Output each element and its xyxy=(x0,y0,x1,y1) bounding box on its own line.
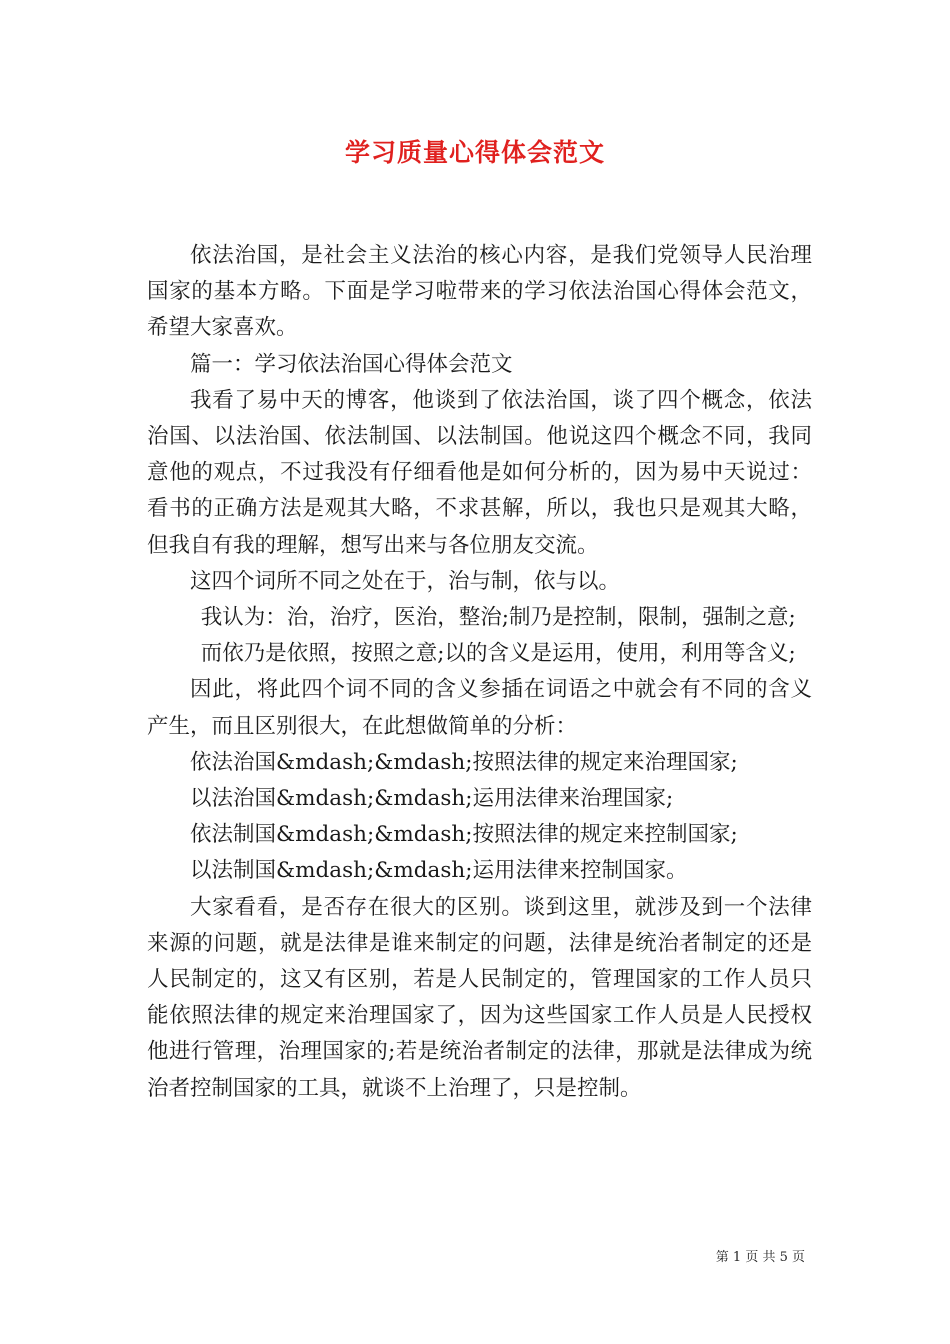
document-body xyxy=(147,238,812,1107)
paragraph: 而依乃是依照，按照之意;以的含义是运用，使用，利用等含义; xyxy=(200,641,796,667)
document-title: 学习质量心得体会范文 xyxy=(344,138,605,167)
definition-line: 依法治国&mdash;&mdash;按照法律的规定来治理国家; xyxy=(190,749,738,775)
definition-line: 依法制国&mdash;&mdash;按照法律的规定来控制国家; xyxy=(190,822,738,848)
page-number: 第 1 页 共 5 页 xyxy=(715,1250,805,1265)
paragraph: 大家看看，是否存在很大的区别。谈到这里，就涉及到一个法律来源的问题，就是法律是谁来制定的问题，法律是统治者制定的还是人民制定的，这又有区别，若是人民制定的，管理国家的工作人员只能依照法律的规定来治理国家了，因为这些国家工作人员是人民授权他进行管理，治理国家的;若是统治者制定的法律，那就是法律成为统治者控制国家的工具，就谈不上治理了，只是控制。 xyxy=(147,894,812,1101)
paragraph: 我认为：治，治疗，医治，整治;制乃是控制，限制，强制之意; xyxy=(200,605,796,631)
definition-line: 以法治国&mdash;&mdash;运用法律来治理国家; xyxy=(190,786,674,812)
paragraph: 这四个词所不同之处在于，治与制，依与以。 xyxy=(190,568,621,594)
paragraph: 因此，将此四个词不同的含义参插在词语之中就会有不同的含义产生，而且区别很大，在此想做简单的分析： xyxy=(147,677,812,739)
paragraph-intro: 依法治国，是社会主义法治的核心内容，是我们党领导人民治理国家的基本方略。下面是学习啦带来的学习依法治国心得体会范文，希望大家喜欢。 xyxy=(147,243,812,341)
paragraph: 我看了易中天的博客，他谈到了依法治国，谈了四个概念，依法治国、以法治国、依法制国、以法制国。他说这四个概念不同，我同意他的观点，不过我没有仔细看他是如何分析的，因为易中天说过：看书的正确方法是观其大略，不求甚解，所以，我也只是观其大略，但我自有我的理解，想写出来与各位朋友交流。 xyxy=(147,387,812,558)
section-heading: 篇一：学习依法治国心得体会范文 xyxy=(190,351,513,377)
definition-line: 以法制国&mdash;&mdash;运用法律来控制国家。 xyxy=(190,858,688,884)
